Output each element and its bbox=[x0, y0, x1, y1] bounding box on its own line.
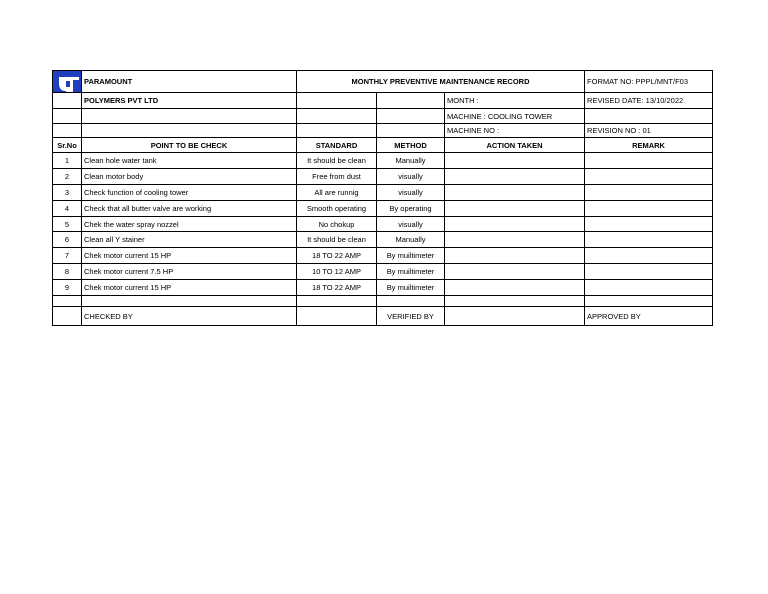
remark-cell[interactable] bbox=[585, 185, 713, 201]
action-taken-cell[interactable] bbox=[445, 264, 585, 280]
empty-cell bbox=[377, 109, 445, 124]
sr-no-cell: 6 bbox=[53, 232, 82, 248]
point-cell: Chek the water spray nozzel bbox=[82, 217, 297, 232]
col-header-method: METHOD bbox=[377, 138, 445, 153]
standard-cell: Free from dust bbox=[297, 169, 377, 185]
header-row-1 bbox=[53, 71, 713, 93]
standard-cell: Smooth operating bbox=[297, 201, 377, 217]
action-taken-cell[interactable] bbox=[445, 248, 585, 264]
method-cell: By muiltimeter bbox=[377, 264, 445, 280]
empty-row bbox=[53, 296, 713, 307]
method-cell: visually bbox=[377, 217, 445, 232]
company-name-line1: PARAMOUNT bbox=[82, 71, 297, 93]
method-cell: By muiltimeter bbox=[377, 248, 445, 264]
empty-cell bbox=[377, 296, 445, 307]
standard-cell: It should be clean bbox=[297, 153, 377, 169]
method-cell: By operating bbox=[377, 201, 445, 217]
empty-cell bbox=[53, 296, 82, 307]
method-cell: visually bbox=[377, 169, 445, 185]
standard-cell: 10 TO 12 AMP bbox=[297, 264, 377, 280]
point-cell: Clean motor body bbox=[82, 169, 297, 185]
point-cell: Chek motor current 15 HP bbox=[82, 248, 297, 264]
table-row bbox=[53, 153, 713, 169]
sr-no-cell: 1 bbox=[53, 153, 82, 169]
remark-cell[interactable] bbox=[585, 248, 713, 264]
sr-no-cell: 4 bbox=[53, 201, 82, 217]
standard-cell: It should be clean bbox=[297, 232, 377, 248]
table-row bbox=[53, 169, 713, 185]
col-header-remark: REMARK bbox=[585, 138, 713, 153]
col-header-sr-no: Sr.No bbox=[53, 138, 82, 153]
standard-cell: 18 TO 22 AMP bbox=[297, 248, 377, 264]
empty-cell bbox=[53, 307, 82, 326]
action-taken-cell[interactable] bbox=[445, 153, 585, 169]
empty-cell bbox=[297, 124, 377, 138]
table-row bbox=[53, 185, 713, 201]
action-taken-cell[interactable] bbox=[445, 185, 585, 201]
machine-field: MACHINE : COOLING TOWER bbox=[445, 109, 585, 124]
remark-cell[interactable] bbox=[585, 217, 713, 232]
point-cell: Clean hole water tank bbox=[82, 153, 297, 169]
checked-by-signature[interactable] bbox=[297, 307, 377, 326]
table-row bbox=[53, 264, 713, 280]
method-cell: By muiltimeter bbox=[377, 280, 445, 296]
verified-by-signature[interactable] bbox=[445, 307, 585, 326]
table-row bbox=[53, 217, 713, 232]
remark-cell[interactable] bbox=[585, 201, 713, 217]
empty-cell bbox=[82, 124, 297, 138]
action-taken-cell[interactable] bbox=[445, 280, 585, 296]
remark-cell[interactable] bbox=[585, 232, 713, 248]
header-row-3 bbox=[53, 109, 713, 124]
empty-cell bbox=[585, 109, 713, 124]
point-cell: Chek motor current 7.5 HP bbox=[82, 264, 297, 280]
method-cell: visually bbox=[377, 185, 445, 201]
sr-no-cell: 5 bbox=[53, 217, 82, 232]
empty-cell bbox=[377, 93, 445, 109]
point-cell: Chek motor current 15 HP bbox=[82, 280, 297, 296]
remark-cell[interactable] bbox=[585, 280, 713, 296]
header-row-4 bbox=[53, 124, 713, 138]
method-cell: Manually bbox=[377, 153, 445, 169]
empty-cell bbox=[82, 296, 297, 307]
header-row-2 bbox=[53, 93, 713, 109]
empty-cell bbox=[445, 296, 585, 307]
empty-cell bbox=[53, 93, 82, 109]
action-taken-cell[interactable] bbox=[445, 169, 585, 185]
column-header-row bbox=[53, 138, 713, 153]
col-header-action-taken: ACTION TAKEN bbox=[445, 138, 585, 153]
col-header-point: POINT TO BE CHECK bbox=[82, 138, 297, 153]
point-cell: Clean all Y stainer bbox=[82, 232, 297, 248]
sr-no-cell: 3 bbox=[53, 185, 82, 201]
sr-no-cell: 2 bbox=[53, 169, 82, 185]
method-cell: Manually bbox=[377, 232, 445, 248]
table-row bbox=[53, 248, 713, 264]
empty-cell bbox=[377, 124, 445, 138]
action-taken-cell[interactable] bbox=[445, 217, 585, 232]
empty-cell bbox=[297, 296, 377, 307]
remark-cell[interactable] bbox=[585, 153, 713, 169]
point-cell: Check that all butter valve are working bbox=[82, 201, 297, 217]
sr-no-cell: 8 bbox=[53, 264, 82, 280]
paramount-logo-icon bbox=[53, 71, 82, 93]
verified-by-label: VERIFIED BY bbox=[377, 307, 445, 326]
action-taken-cell[interactable] bbox=[445, 201, 585, 217]
maintenance-record-table bbox=[52, 70, 713, 326]
sr-no-cell: 9 bbox=[53, 280, 82, 296]
approved-by-label: APPROVED BY bbox=[585, 307, 713, 326]
checked-by-label: CHECKED BY bbox=[82, 307, 297, 326]
empty-cell bbox=[585, 296, 713, 307]
standard-cell: All are runnig bbox=[297, 185, 377, 201]
table-row bbox=[53, 280, 713, 296]
empty-cell bbox=[53, 109, 82, 124]
document-title: MONTHLY PREVENTIVE MAINTENANCE RECORD bbox=[297, 71, 585, 93]
remark-cell[interactable] bbox=[585, 169, 713, 185]
point-cell: Check function of cooling tower bbox=[82, 185, 297, 201]
empty-cell bbox=[53, 124, 82, 138]
table-row bbox=[53, 232, 713, 248]
action-taken-cell[interactable] bbox=[445, 232, 585, 248]
revised-date: REVISED DATE: 13/10/2022 bbox=[585, 93, 713, 109]
col-header-standard: STANDARD bbox=[297, 138, 377, 153]
standard-cell: 18 TO 22 AMP bbox=[297, 280, 377, 296]
remark-cell[interactable] bbox=[585, 264, 713, 280]
logo-cell bbox=[53, 71, 82, 93]
sr-no-cell: 7 bbox=[53, 248, 82, 264]
table-row bbox=[53, 201, 713, 217]
machine-no-field: MACHINE NO : bbox=[445, 124, 585, 138]
empty-cell bbox=[297, 93, 377, 109]
empty-cell bbox=[82, 109, 297, 124]
company-name-line2: POLYMERS PVT LTD bbox=[82, 93, 297, 109]
format-no: FORMAT NO: PPPL/MNT/F03 bbox=[585, 71, 713, 93]
empty-cell bbox=[297, 109, 377, 124]
revision-no: REVISION NO : 01 bbox=[585, 124, 713, 138]
month-field: MONTH : bbox=[445, 93, 585, 109]
signature-row bbox=[53, 307, 713, 326]
standard-cell: No chokup bbox=[297, 217, 377, 232]
